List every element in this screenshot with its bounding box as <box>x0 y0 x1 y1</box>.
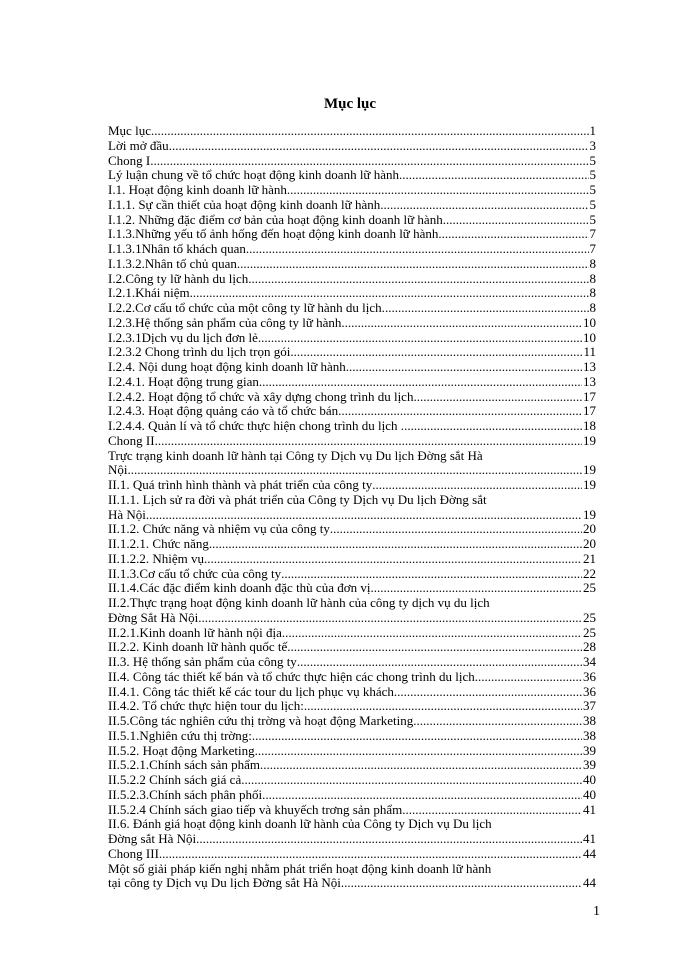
toc-entry[interactable] <box>108 301 596 316</box>
page-title: Mục lục <box>323 96 377 112</box>
toc-entry-text: I.1.2. Những đặc điểm cơ bản của hoạt động kinh doanh lữ hành <box>108 212 443 227</box>
toc-entry-text: II.2.1.Kinh doanh lữ hành nội địa. <box>108 625 286 640</box>
toc-page-number: 13 <box>583 360 596 374</box>
toc-page-number: 5 <box>589 153 596 168</box>
dot-leader <box>259 375 582 390</box>
toc-page-number: 36 <box>583 669 596 684</box>
toc-page-number: 44 <box>583 846 596 861</box>
toc-page-number: 7 <box>589 242 596 256</box>
toc-entry[interactable] <box>108 345 596 360</box>
toc-entry[interactable] <box>108 213 596 228</box>
toc-entry-text: I.2.4.3. Hoạt động quảng cáo và tổ chức bán <box>108 404 339 419</box>
toc-entry[interactable] <box>108 699 596 714</box>
toc-entry-text: I.1. Hoạt động kinh doanh lữ hành <box>108 183 287 197</box>
toc-entry-text: I.2.4. Nội dung hoạt động kinh doanh lữ hành. <box>108 360 350 374</box>
toc-entry[interactable] <box>108 286 596 301</box>
toc-entry-text: Chong II <box>108 433 155 448</box>
toc-entry-text: II.1.2.2. Nhiệm vụ <box>108 551 205 566</box>
dot-leader <box>341 876 582 891</box>
toc-entry[interactable] <box>108 626 596 641</box>
toc-entry[interactable] <box>108 655 596 670</box>
toc-entry[interactable] <box>108 390 596 405</box>
dot-leader <box>438 227 588 242</box>
dot-leader <box>155 434 582 449</box>
toc-page-number: 8 <box>589 271 596 286</box>
toc-entry[interactable] <box>108 478 596 493</box>
toc-entry[interactable] <box>108 124 596 139</box>
page-number: 1 <box>593 904 600 919</box>
dot-leader <box>159 847 582 862</box>
toc-entry-text: II.1.4.Các đặc điểm kinh doanh đặc thù của đơn vị. <box>108 581 374 596</box>
toc-page-number: 38 <box>583 728 596 743</box>
toc-page-number: 3 <box>589 138 596 153</box>
toc-page-number: 8 <box>589 256 596 271</box>
dot-leader <box>252 272 589 287</box>
toc-entry[interactable] <box>108 817 596 847</box>
dot-leader <box>151 124 589 139</box>
toc-page-number: 20 <box>583 522 596 537</box>
toc-page-number: 21 <box>583 551 596 566</box>
toc-page-number: 34 <box>583 655 596 669</box>
toc-entry-text: I.2.3.Hệ thống sản phẩm của công ty lữ hành <box>108 315 342 330</box>
dot-leader <box>349 360 582 375</box>
toc-entry-text: II.6. Đánh giá hoạt động kinh doanh lữ hành của Công ty Dịch vụ Du lịch <box>108 817 492 832</box>
toc-page-number: 19 <box>583 462 596 478</box>
dot-leader <box>209 537 582 552</box>
toc-entry[interactable] <box>108 360 596 375</box>
toc-entry-text: II.5.1.Nghiên cứu thị trờng: <box>108 728 252 743</box>
toc-entry[interactable] <box>108 744 596 759</box>
toc-page-number: 19 <box>583 478 596 492</box>
toc-page-number: 5 <box>589 168 596 183</box>
toc-page-number: 40 <box>583 773 596 787</box>
toc-entry-text: I.2.1.Khái niệm <box>108 286 190 301</box>
toc-entry[interactable] <box>108 139 596 154</box>
toc-entry[interactable] <box>108 714 596 729</box>
toc-page-number: 36 <box>583 684 596 699</box>
toc-entry[interactable] <box>108 758 596 773</box>
toc-entry-text: II.1.2. Chức năng và nhiệm vụ của công ty <box>108 522 330 537</box>
toc-entry-text: II.5.2.3.Chính sách phân phối. <box>108 787 266 802</box>
dot-leader <box>380 198 588 213</box>
toc-entry[interactable] <box>108 375 596 390</box>
toc-entry[interactable] <box>108 434 596 449</box>
toc-entry[interactable] <box>108 154 596 169</box>
toc-entry-text: I.1.1. Sự cần thiết của hoạt động kinh doanh lữ hành <box>108 197 381 212</box>
dot-leader <box>198 611 582 626</box>
toc-entry-text: II.3. Hệ thống sản phẩm của công ty <box>108 655 297 669</box>
toc-entry[interactable] <box>108 404 596 419</box>
toc-entry[interactable] <box>108 198 596 213</box>
dot-leader <box>169 139 589 154</box>
toc-entry-text: II.1.2.1. Chức năng <box>108 537 209 551</box>
dot-leader <box>304 699 582 714</box>
toc-entry-text: I.1.3.2.Nhân tố chủ quan. <box>108 256 241 271</box>
toc-entry-text: II.5.Công tác nghiên cứu thị trờng và hoạt động Marketing <box>108 714 414 728</box>
table-of-contents <box>108 124 596 891</box>
dot-leader <box>406 803 582 818</box>
dot-leader <box>204 552 582 567</box>
toc-entry[interactable] <box>108 788 596 803</box>
toc-entry-text: I.2.3.2 Chong trình du lịch trọn gói. <box>108 345 294 360</box>
dot-leader <box>260 758 582 773</box>
dot-leader <box>374 581 582 596</box>
toc-page-number: 19 <box>583 506 596 522</box>
toc-page-number: 39 <box>583 743 596 758</box>
toc-entry[interactable] <box>108 803 596 818</box>
toc-entry-text: Chong III <box>108 846 159 861</box>
toc-entry[interactable] <box>108 272 596 287</box>
toc-entry-text: II.5.2.2 Chính sách giá cả. <box>108 773 245 787</box>
toc-entry[interactable] <box>108 537 596 552</box>
toc-entry-text: I.2.2.Cơ cấu tổ chức của một công ty lữ hành du lịch. <box>108 301 385 315</box>
dot-leader <box>330 522 582 537</box>
toc-entry-text: II.2.Thực trạng hoạt động kinh doanh lữ hành của công ty dịch vụ du lịch <box>108 596 490 610</box>
toc-entry-text: II.5.2.1.Chính sách sản phẩm <box>108 758 261 773</box>
toc-entry[interactable] <box>108 242 596 257</box>
dot-leader <box>146 508 582 523</box>
dot-leader <box>261 331 582 346</box>
toc-entry[interactable] <box>108 168 596 183</box>
toc-page-number: 8 <box>589 301 596 315</box>
toc-entry-text: II.1.3.Cơ cấu tổ chức của công ty <box>108 566 282 581</box>
toc-page-number: 8 <box>589 286 596 301</box>
toc-page-number: 5 <box>589 212 596 227</box>
toc-page-number: 40 <box>583 787 596 802</box>
toc-page-number: 25 <box>583 609 596 625</box>
toc-page-number: 22 <box>583 566 596 581</box>
dot-leader <box>258 744 582 759</box>
dot-leader <box>240 257 588 272</box>
dot-leader <box>285 626 582 641</box>
toc-entry[interactable] <box>108 581 596 596</box>
toc-page-number: 13 <box>583 374 596 389</box>
dot-leader <box>475 670 582 685</box>
toc-entry-text: I.2.4.2. Hoạt động tổ chức và xây dựng chong trình du lịch <box>108 389 414 404</box>
toc-page-number: 25 <box>583 625 596 640</box>
toc-entry-text: II.4. Công tác thiết kế bán và tổ chức thực hiện các chong trình du lịch <box>108 669 475 684</box>
toc-entry-text: II.5.2.4 Chính sách giao tiếp và khuyếch trơng sản phẩm. <box>108 802 406 817</box>
toc-entry-text: II.4.2. Tổ chức thực hiện tour du lịch: <box>108 699 304 714</box>
dot-leader <box>190 286 589 301</box>
toc-entry[interactable] <box>108 773 596 788</box>
toc-entry-text-continued: Đờng sắt Hà Nội. <box>108 831 200 846</box>
toc-entry[interactable] <box>108 419 596 434</box>
toc-entry[interactable] <box>108 640 596 655</box>
dot-leader <box>287 183 589 198</box>
toc-page-number: 37 <box>583 699 596 714</box>
toc-entry[interactable] <box>108 227 596 242</box>
toc-entry-text: Mục lục <box>108 124 151 138</box>
toc-page-number: 17 <box>583 389 596 404</box>
toc-page-number: 10 <box>583 315 596 330</box>
toc-page-number: 38 <box>583 714 596 728</box>
toc-entry-text: I.2.3.1Dịch vụ du lịch đơn lẻ. <box>108 330 262 345</box>
dot-leader <box>413 714 582 729</box>
toc-entry-text-continued: Đờng Sắt Hà Nội <box>108 609 199 625</box>
toc-page-number: 28 <box>583 640 596 655</box>
toc-entry[interactable] <box>108 685 596 700</box>
toc-entry-text: II.5.2. Hoạt động Marketing. <box>108 743 258 758</box>
toc-entry-text: II.1. Quá trình hình thành và phát triển của công ty <box>108 478 373 492</box>
dot-leader <box>199 832 582 847</box>
toc-entry-text-continued: Hà Nội <box>108 506 146 522</box>
toc-entry-text: Lời mở đầu <box>108 138 169 153</box>
toc-entry-text: II.2.2. Kinh doanh lữ hành quốc tế. <box>108 640 291 655</box>
toc-entry[interactable] <box>108 670 596 685</box>
toc-entry-text: I.2.4.4. Quản lí và tổ chức thực hiện chong trình du lịch . <box>108 419 405 433</box>
toc-entry[interactable] <box>108 316 596 331</box>
toc-entry[interactable] <box>108 552 596 567</box>
toc-page-number: 20 <box>583 537 596 551</box>
toc-page-number: 25 <box>583 581 596 596</box>
toc-page-number: 10 <box>583 330 596 345</box>
toc-entry[interactable] <box>108 862 596 892</box>
toc-entry[interactable] <box>108 257 596 272</box>
dot-leader <box>404 419 582 434</box>
toc-entry-text-continued: Nội <box>108 462 128 478</box>
dot-leader <box>265 788 582 803</box>
toc-entry-text: I.2.Công ty lữ hành du lịch. <box>108 271 252 286</box>
toc-entry[interactable] <box>108 522 596 537</box>
toc-entry-text: Một số giải pháp kiến nghị nhằm phát triển hoạt động kinh doanh lữ hành <box>108 861 492 876</box>
dot-leader <box>246 242 589 257</box>
toc-entry[interactable] <box>108 729 596 744</box>
toc-page-number: 41 <box>583 802 596 817</box>
dot-leader <box>281 567 582 582</box>
toc-page-number: 19 <box>583 433 596 448</box>
dot-leader <box>291 640 582 655</box>
dot-leader <box>341 316 582 331</box>
toc-page-number: 41 <box>583 831 596 846</box>
toc-entry[interactable] <box>108 847 596 862</box>
dot-leader <box>244 773 582 788</box>
toc-entry-text: I.1.3.1Nhân tố khách quan <box>108 242 246 256</box>
toc-page-number: 11 <box>583 345 596 360</box>
dot-leader <box>385 301 589 316</box>
toc-entry-text: II.4.1. Công tác thiết kế các tour du lịch phục vụ khách <box>108 684 394 699</box>
dot-leader <box>150 154 588 169</box>
dot-leader <box>297 655 582 670</box>
toc-entry[interactable] <box>108 331 596 346</box>
toc-page-number: 18 <box>583 419 596 433</box>
toc-entry-text: Chong I <box>108 153 151 168</box>
dot-leader <box>128 463 583 478</box>
toc-entry[interactable] <box>108 596 596 626</box>
toc-entry[interactable] <box>108 493 596 523</box>
toc-entry-text: I.2.4.1. Hoạt động trung gian <box>108 374 259 389</box>
dot-leader <box>294 345 583 360</box>
dot-leader <box>338 404 582 419</box>
dot-leader <box>252 729 582 744</box>
toc-entry-text: Trực trạng kinh doanh lữ hành tại Công ty Dịch vụ Du lịch Đờng sắt Hà <box>108 448 483 463</box>
dot-leader <box>394 685 582 700</box>
toc-entry-text: II.1.1. Lịch sử ra đời và phát triển của Công ty Dịch vụ Du lịch Đờng sắt <box>108 492 487 507</box>
toc-page-number: 5 <box>589 183 596 197</box>
toc-entry[interactable] <box>108 567 596 582</box>
toc-page-number: 39 <box>583 758 596 773</box>
toc-page-number: 7 <box>589 227 596 242</box>
dot-leader <box>399 168 588 183</box>
toc-page-number: 5 <box>589 197 596 212</box>
toc-page-number: 17 <box>583 404 596 419</box>
toc-entry-text: I.1.3.Những yếu tố ảnh hống đến hoạt động kinh doanh lữ hành <box>108 227 439 242</box>
toc-entry-text: Lý luận chung về tổ chức hoạt động kinh doanh lữ hành <box>108 168 400 183</box>
toc-entry[interactable] <box>108 449 596 479</box>
toc-entry[interactable] <box>108 183 596 198</box>
dot-leader <box>443 213 589 228</box>
toc-page-number: 44 <box>583 875 596 891</box>
toc-entry-text-continued: tại công ty Dịch vụ Du lịch Đờng sắt Hà Nội <box>108 875 341 891</box>
dot-leader <box>413 390 582 405</box>
dot-leader <box>372 478 582 493</box>
toc-page-number: 1 <box>589 124 596 138</box>
